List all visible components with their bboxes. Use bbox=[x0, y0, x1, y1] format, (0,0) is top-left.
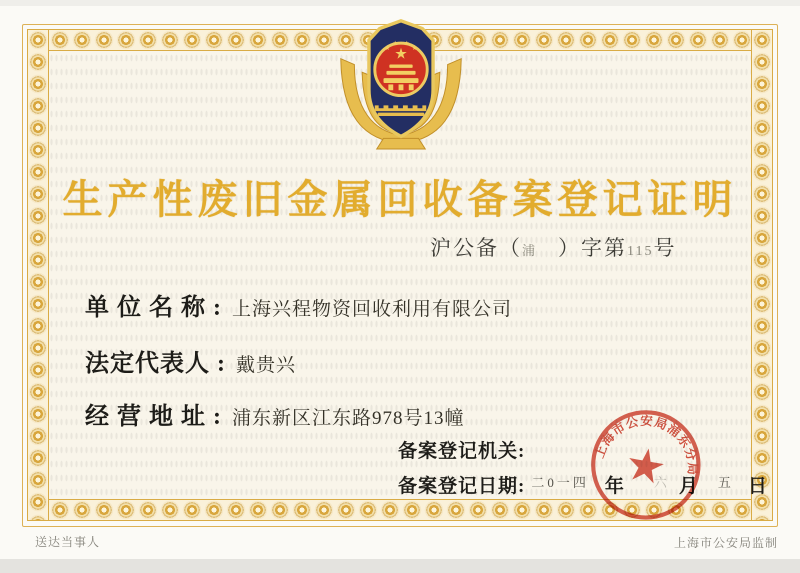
date-month-unit: 月 bbox=[678, 476, 698, 497]
field-legal-representative bbox=[85, 343, 296, 378]
date-year-unit: 年 bbox=[604, 476, 624, 497]
certificate-title: 生产性废旧金属回收备案登记证明 bbox=[62, 178, 738, 222]
footer-issuer-note: 上海市公安局监制 bbox=[673, 536, 778, 550]
field-value: 上海兴程物资回收利用有限公司 bbox=[232, 299, 513, 320]
ornate-border-right bbox=[751, 29, 773, 521]
official-seal-stamp bbox=[576, 394, 715, 533]
number-region: 浦 bbox=[522, 243, 537, 258]
ornate-border-left bbox=[27, 29, 49, 521]
date-day-value: 五 bbox=[717, 475, 734, 490]
photo-edge-top bbox=[0, 0, 800, 6]
field-value: 浦东新区江东路978号13幢 bbox=[232, 408, 465, 429]
number-value: 115 bbox=[627, 244, 654, 259]
number-suffix: 号 bbox=[653, 236, 677, 260]
date-day-unit: 日 bbox=[747, 476, 767, 497]
number-middle: ）字第 bbox=[558, 236, 628, 260]
field-business-address bbox=[85, 396, 465, 431]
seal-text: 上海市公安局浦东分局 bbox=[592, 413, 700, 476]
photo-edge-bottom bbox=[0, 559, 800, 573]
registration-authority-row bbox=[398, 436, 525, 463]
number-prefix: 沪公备（ bbox=[430, 236, 522, 260]
field-label: 单 位 名 称 : bbox=[85, 295, 222, 321]
footer-recipient-note: 送达当事人 bbox=[35, 535, 101, 549]
field-label: 经 营 地 址 : bbox=[85, 404, 222, 430]
authority-label: 备案登记机关: bbox=[398, 441, 526, 462]
certificate-number bbox=[430, 232, 740, 262]
field-value: 戴贵兴 bbox=[236, 355, 297, 376]
date-month-value: 六 bbox=[653, 475, 667, 490]
police-badge-icon bbox=[328, 14, 474, 150]
field-company-name bbox=[85, 287, 512, 322]
field-label: 法定代表人 : bbox=[85, 351, 226, 377]
date-label: 备案登记日期: bbox=[398, 476, 526, 497]
date-year-value: 二0一四 bbox=[531, 475, 589, 490]
